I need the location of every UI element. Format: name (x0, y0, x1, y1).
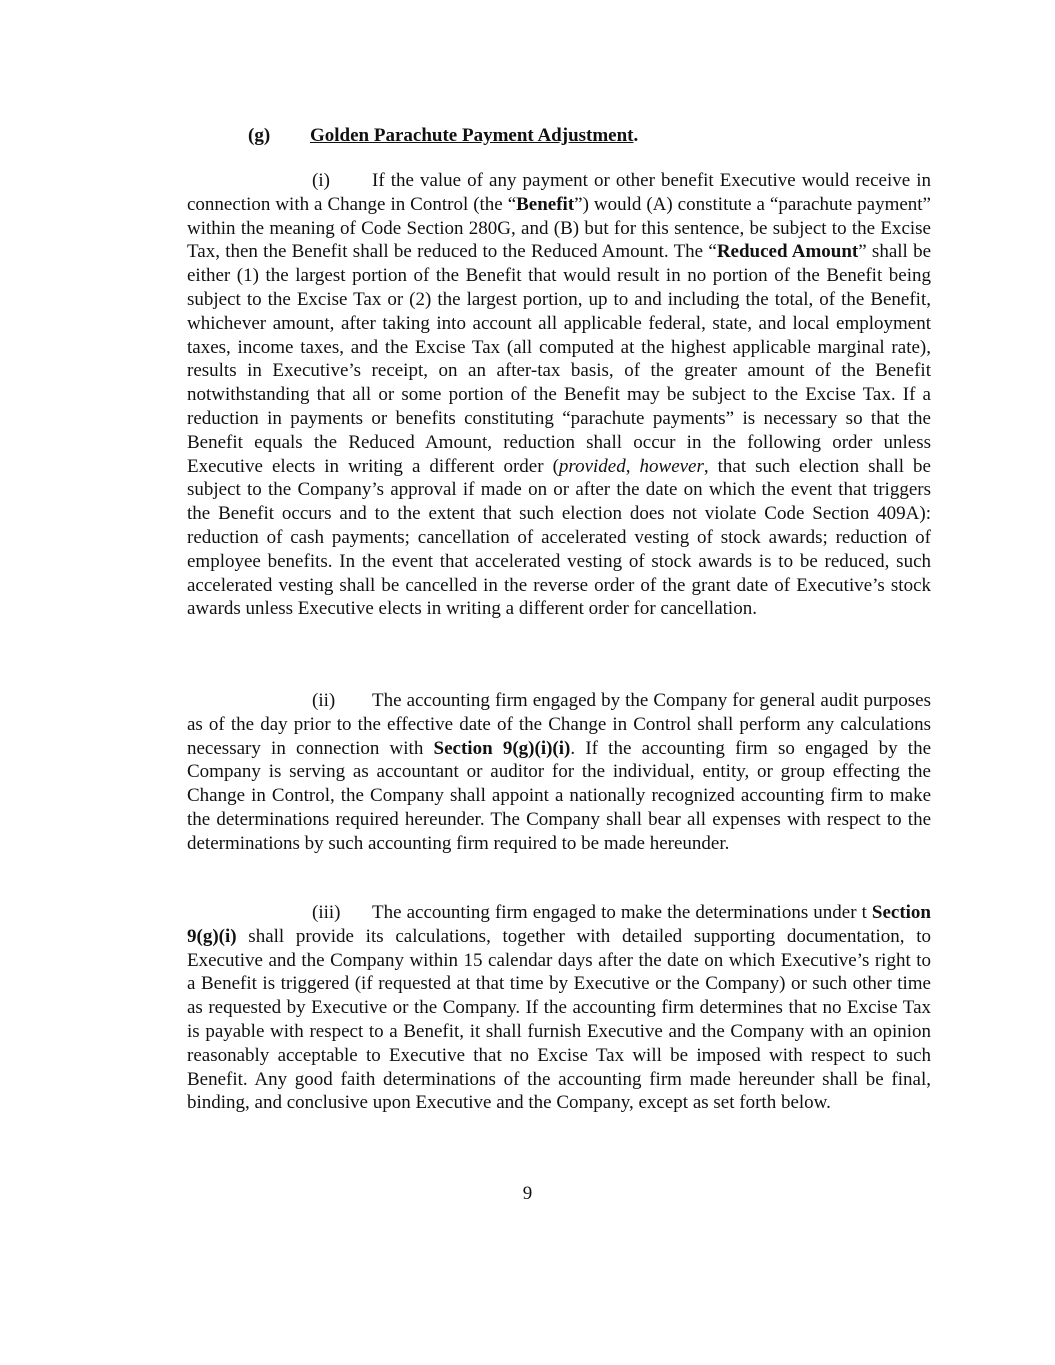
section-reference: Section 9(g)(i)(i) (433, 737, 571, 759)
paragraph-label: (ii) (312, 690, 336, 711)
paragraph-text: , (625, 455, 640, 477)
paragraph-text: If the value of any payment or other benefit Executive would receive in connection with a Change in Control (the “ (187, 170, 931, 215)
paragraph-iii (187, 901, 931, 1115)
page-number: 9 (522, 1183, 533, 1204)
section-heading (248, 124, 638, 148)
paragraph-text: ”) would (A) constitute a “parachute payment” within the meaning of Code Section 280G, and (B) but for this sentence, be subject to the Excise Tax, then the Benefit shall be reduced to the Reduced Amount. The “ (187, 193, 931, 263)
defined-term-reduced-amount: Reduced Amount (716, 241, 859, 263)
section-title: Golden Parachute Payment Adjustment (310, 125, 634, 146)
italic-term-provided: provided (558, 455, 626, 477)
paragraph-text: ” shall be either (1) the largest portion of the Benefit that would result in no portion of the Benefit being subject to the Excise Tax or (2) the largest portion, up to and including the total, of the Benefit, whichever amount, after taking into account all applicable federal, state, and local employment taxes, income taxes, and the Excise Tax (all computed at the highest applicable marginal rate), results in Executive’s receipt, on an after-tax basis, of the greater amount of the Benefit notwithstanding that all or some portion of the Benefit may be subject to the Excise Tax. If a reduction in payments or benefits constituting “parachute payments” is necessary so that the Benefit equals the Reduced Amount, reduction shall occur in the following order unless Executive elects in writing a different order ( (187, 241, 931, 477)
paragraph-text: , that such election shall be subject to the Company’s approval if made on or after the date on which the event that triggers the Benefit occurs and to the extent that such election does not violate Code Section 409A): reduction of cash payments; cancellation of accelerated vesting of stock awards; reduction of employee benefits. In the event that accelerated vesting of stock awards is to be reduced, such accelerated vesting shall be cancelled in the reverse order of the grant date of Executive’s stock awards unless Executive elects in writing a different order for cancellation. (187, 455, 931, 620)
paragraph-label: (i) (312, 170, 330, 191)
defined-term-benefit: Benefit (516, 193, 575, 215)
italic-term-however: however (639, 455, 704, 477)
section-number: (g) (248, 125, 271, 146)
paragraph-label: (iii) (312, 902, 341, 923)
paragraph-text: The accounting firm engaged by the Company for general audit purposes as of the day prior to the effective date of the Change in Control shall perform any calculations necessary in connection with (187, 690, 931, 759)
paragraph-ii (187, 689, 931, 856)
paragraph-text: The accounting firm engaged to make the determinations under t (372, 902, 872, 923)
paragraph-text: . If the accounting firm so engaged by the Company is serving as accountant or auditor for the individual, entity, or group effecting the Change in Control, the Company shall appoint a nationally recognized accounting firm to make the determinations required hereunder. The Company shall bear all expenses with respect to the determinations by such accounting firm required to be made hereunder. (187, 737, 932, 854)
paragraph-text: shall provide its calculations, together with detailed supporting documentation, to Executive and the Company within 15 calendar days after the date on which Executive’s right to a Benefit is triggered (if requested at that time by Executive or the Company) or such other time as requested by Executive or the Company. If the accounting firm determines that no Excise Tax is payable with respect to a Benefit, it shall furnish Executive and the Company with an opinion reasonably acceptable to Executive that no Excise Tax will be imposed with respect to such Benefit. Any good faith determinations of the accounting firm made hereunder shall be final, binding, and conclusive upon Executive and the Company, except as set forth below. (187, 925, 931, 1114)
section-reference: Section 9(g)(i) (187, 902, 931, 947)
section-title-period: . (633, 125, 639, 146)
paragraph-i (187, 169, 931, 621)
